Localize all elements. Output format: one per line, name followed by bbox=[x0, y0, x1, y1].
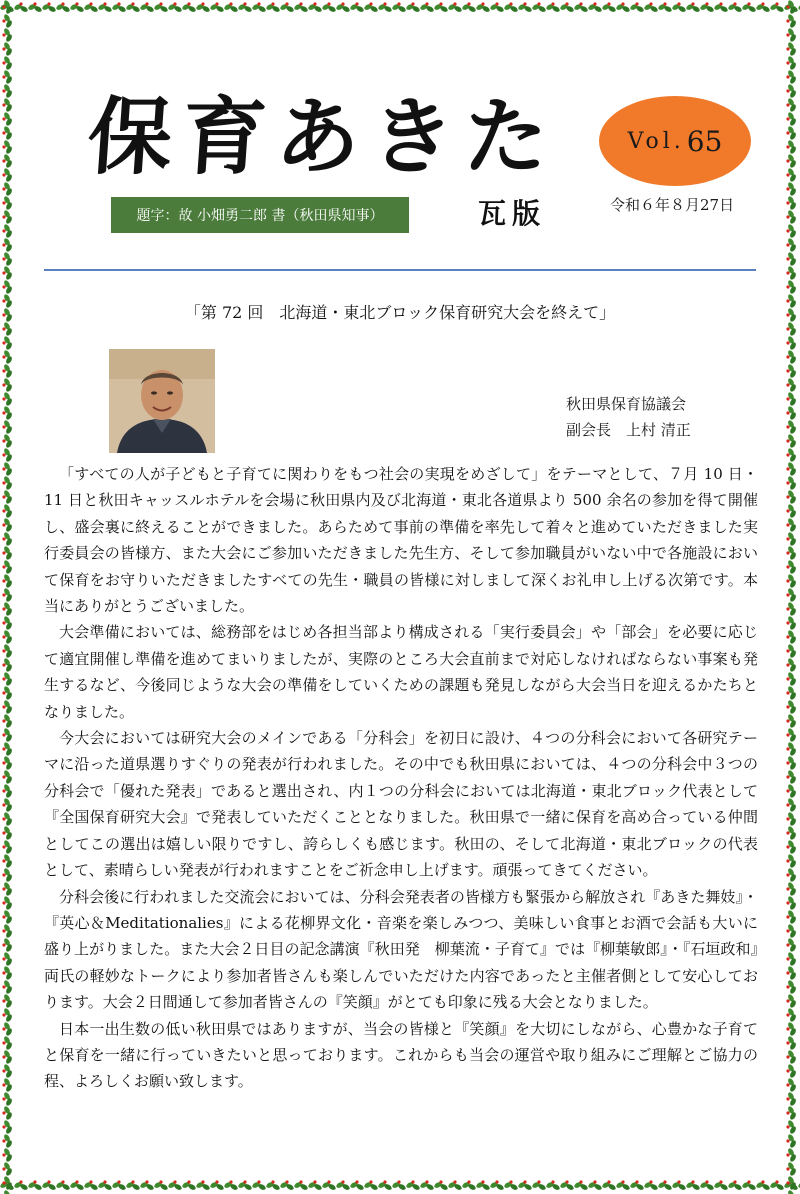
author-name: 副会長 上村 清正 bbox=[566, 421, 691, 439]
body-paragraph: 「すべての人が子どもと子育てに関わりをもつ社会の実現をめざして」をテーマとして、７月 10 日・11 日と秋田キャッスルホテルを会場に秋田県内及び北海道・東北各道県より 500 余名の参加を得て開催し、盛会裏に終えることができました。あらためて事前の準備を率先して着々と進めていただきました実行委員会の皆様方、また大会にご参加いただきました先生方、そして参加職員がいない中で各施設において保育をお守りいただきましたすべての先生・職員の皆様に対しまして深くお礼申し上げる次第です。本当にありがとうございました。 bbox=[44, 465, 758, 616]
article-body bbox=[44, 461, 758, 1095]
holly-border-bottom bbox=[0, 1178, 800, 1194]
holly-border-right bbox=[784, 0, 800, 1194]
holly-border-left bbox=[0, 0, 16, 1194]
issue-date: 令和６年８月27日 bbox=[610, 196, 735, 214]
author-block bbox=[566, 391, 691, 443]
author-organization: 秋田県保育協議会 bbox=[566, 395, 687, 413]
body-paragraph: 日本一出生数の低い秋田県ではありますが、当会の皆様と『笑顔』を大切にしながら、心豊かな子育てと保育を一緒に行っていきたいと思っております。これからも当会の運営や取り組みにご理解とご協力の程、よろしくお願い致します。 bbox=[44, 1019, 758, 1091]
volume-badge bbox=[599, 96, 751, 186]
body-paragraph: 分科会後に行われました交流会においては、分科会発表者の皆様方も緊張から解放され『あきた舞妓』・『英心＆Meditationalies』による花柳界文化・音楽を楽しみつつ、美味しい食事とお酒で会話も大いに盛り上がりました。また大会２日目の記念講演『秋田発 柳葉流・子育て』では『柳葉敏郎』・『石垣政和』両氏の軽妙なトークにより参加者皆さんも楽しんでいただけた内容であったと主催者側として安心しております。大会２日間通して参加者皆さんの『笑顔』がとても印象に残る大会となりました。 bbox=[44, 887, 758, 1012]
body-paragraph: 今大会においては研究大会のメインである「分科会」を初日に設け、４つの分科会において各研究テーマに沿った道県選りすぐりの発表が行われました。その中でも秋田県においては、４つの分科会中３つの分科会で「優れた発表」であると選出され、内１つの分科会においては北海道・東北ブロック代表として『全国保育研究大会』で発表していただくこととなりました。秋田県で一緒に保育を高め合っている仲間としてこの選出は嬉しい限りですし、誇らしくも感じます。秋田の、そして北海道・東北ブロックの代表として、素晴らしい発表が行われますことをご祈念申し上げます。頑張ってきてください。 bbox=[44, 729, 758, 880]
holly-border-top bbox=[0, 0, 800, 16]
volume-number: 65 bbox=[686, 124, 723, 158]
article-title: 「第 72 回 北海道・東北ブロック保育研究大会を終えて」 bbox=[184, 303, 616, 322]
newsletter-title: 保育あきた bbox=[84, 87, 562, 186]
edition-label: 瓦版 bbox=[478, 197, 547, 230]
calligraphy-credit: 題字：故 小畑勇二郎 書（秋田県知事） bbox=[111, 197, 409, 233]
body-paragraph: 大会準備においては、総務部をはじめ各担当部より構成される「実行委員会」や「部会」を必要に応じて適宜開催し準備を進めてまいりましたが、実際のところ大会直前まで対応しなければならない事案も発生するなど、今後同じような大会の準備をしていくための課題も発見しながら大会当日を迎えるかたちとなりました。 bbox=[44, 623, 758, 721]
header-divider bbox=[44, 269, 756, 271]
author-photo bbox=[109, 349, 215, 453]
volume-label: Vol. bbox=[627, 128, 685, 154]
